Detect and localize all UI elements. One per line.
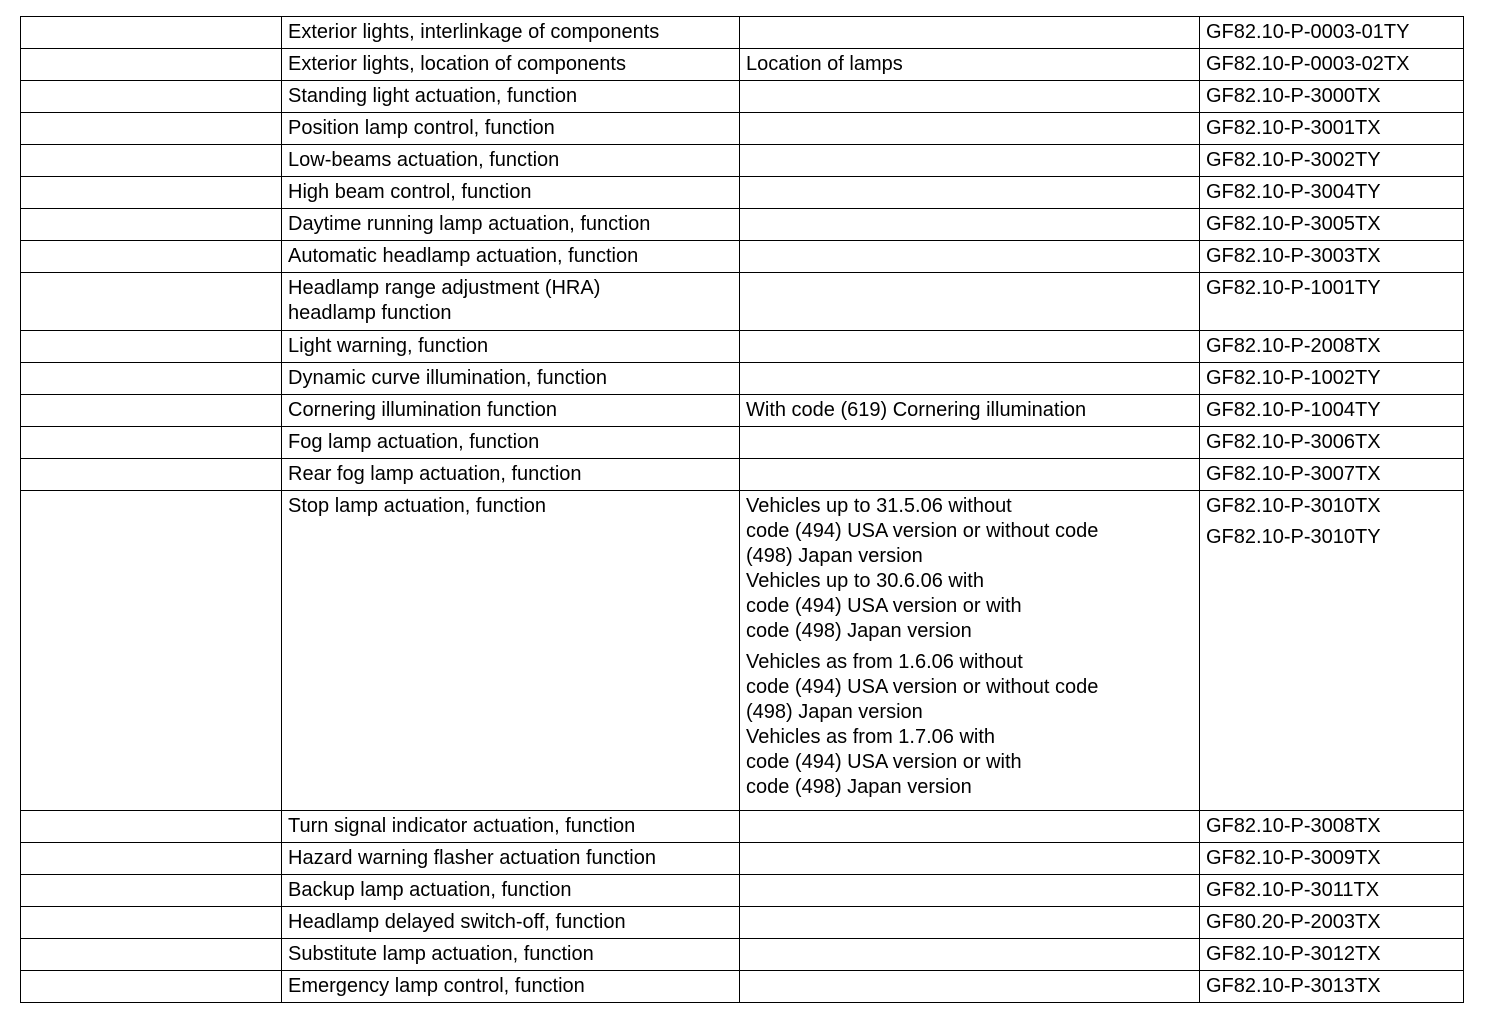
blank-cell <box>21 939 282 971</box>
condition-text: Vehicles up to 30.6.06 with <box>746 570 984 592</box>
blank-cell <box>21 331 282 363</box>
condition-text: Vehicles up to 31.5.06 without <box>746 495 1012 517</box>
condition-cell <box>740 971 1200 1003</box>
condition-cell <box>740 241 1200 273</box>
description-cell <box>282 113 740 145</box>
condition-text: code (494) USA version or without code <box>746 520 1099 542</box>
condition-cell <box>740 939 1200 971</box>
condition-text: code (494) USA version or with <box>746 595 1022 617</box>
description-cell <box>282 145 740 177</box>
blank-cell <box>21 459 282 491</box>
description-text: Rear fog lamp actuation, function <box>288 463 582 485</box>
document-number-cell <box>1200 49 1464 81</box>
description-text: Automatic headlamp actuation, function <box>288 245 639 267</box>
table-row <box>21 17 1464 49</box>
description-cell <box>282 811 740 843</box>
document-number-cell <box>1200 875 1464 907</box>
blank-cell <box>21 363 282 395</box>
document-number: GF82.10-P-3003TX <box>1206 245 1381 267</box>
document-number-cell <box>1200 939 1464 971</box>
document-number: GF82.10-P-3010TX <box>1206 495 1381 517</box>
description-cell <box>282 273 740 331</box>
description-text: Standing light actuation, function <box>288 85 578 107</box>
description-text: Cornering illumination function <box>288 399 558 421</box>
blank-cell <box>21 177 282 209</box>
blank-cell <box>21 273 282 331</box>
description-cell <box>282 907 740 939</box>
blank-cell <box>21 81 282 113</box>
condition-text: Vehicles as from 1.7.06 with <box>746 726 996 748</box>
document-number: GF82.10-P-3007TX <box>1206 463 1381 485</box>
document-number: GF82.10-P-3002TY <box>1206 149 1381 171</box>
table-row <box>21 843 1464 875</box>
condition-cell <box>740 843 1200 875</box>
description-text: Substitute lamp actuation, function <box>288 943 594 965</box>
condition-cell <box>740 907 1200 939</box>
description-cell <box>282 939 740 971</box>
condition-cell <box>740 875 1200 907</box>
description-text: Headlamp range adjustment (HRA) <box>288 277 601 299</box>
table-row <box>21 939 1464 971</box>
description-text: Headlamp delayed switch-off, function <box>288 911 626 933</box>
table-row <box>21 459 1464 491</box>
document-number-cell <box>1200 145 1464 177</box>
document-number: GF82.10-P-3013TX <box>1206 975 1381 997</box>
blank-cell <box>21 427 282 459</box>
document-number-cell <box>1200 907 1464 939</box>
description-cell <box>282 241 740 273</box>
document-number: GF82.10-P-0003-01TY <box>1206 21 1410 43</box>
blank-cell <box>21 395 282 427</box>
blank-cell <box>21 49 282 81</box>
condition-text: Vehicles as from 1.6.06 without <box>746 651 1023 673</box>
document-number-cell <box>1200 273 1464 331</box>
blank-cell <box>21 971 282 1003</box>
table-row <box>21 81 1464 113</box>
table-row <box>21 273 1464 331</box>
document-number: GF82.10-P-3011TX <box>1206 879 1380 901</box>
document-number-cell <box>1200 363 1464 395</box>
document-number: GF82.10-P-3004TY <box>1206 181 1381 203</box>
condition-cell <box>740 331 1200 363</box>
condition-cell <box>740 395 1200 427</box>
table-row <box>21 177 1464 209</box>
document-number: GF82.10-P-3008TX <box>1206 815 1381 837</box>
table-row <box>21 491 1464 811</box>
condition-cell <box>740 113 1200 145</box>
blank-cell <box>21 209 282 241</box>
document-number-cell <box>1200 427 1464 459</box>
description-text: Turn signal indicator actuation, function <box>288 815 636 837</box>
document-number-cell <box>1200 811 1464 843</box>
document-number: GF82.10-P-3010TY <box>1206 526 1381 548</box>
description-cell <box>282 363 740 395</box>
document-number: GF82.10-P-3000TX <box>1206 85 1381 107</box>
blank-cell <box>21 875 282 907</box>
document-number: GF82.10-P-3012TX <box>1206 943 1381 965</box>
table-row <box>21 907 1464 939</box>
document-number-cell <box>1200 177 1464 209</box>
table-row <box>21 49 1464 81</box>
condition-text: code (494) USA version or without code <box>746 676 1099 698</box>
document-number: GF82.10-P-2008TX <box>1206 335 1381 357</box>
document-number-cell <box>1200 113 1464 145</box>
description-cell <box>282 209 740 241</box>
blank-cell <box>21 113 282 145</box>
condition-cell <box>740 81 1200 113</box>
blank-cell <box>21 491 282 811</box>
description-cell <box>282 49 740 81</box>
document-number: GF82.10-P-1001TY <box>1206 277 1381 299</box>
description-cell <box>282 17 740 49</box>
condition-text: Location of lamps <box>746 53 903 75</box>
blank-cell <box>21 811 282 843</box>
document-table <box>20 16 1464 1003</box>
description-text: Stop lamp actuation, function <box>288 495 546 517</box>
document-number: GF82.10-P-3009TX <box>1206 847 1381 869</box>
document-number-cell <box>1200 17 1464 49</box>
description-text: Hazard warning flasher actuation function <box>288 847 656 869</box>
document-number-cell <box>1200 971 1464 1003</box>
description-cell <box>282 491 740 811</box>
description-text: Position lamp control, function <box>288 117 555 139</box>
document-number: GF82.10-P-3006TX <box>1206 431 1381 453</box>
document-number-cell <box>1200 209 1464 241</box>
description-cell <box>282 177 740 209</box>
condition-cell <box>740 811 1200 843</box>
description-cell <box>282 427 740 459</box>
description-text: Daytime running lamp actuation, function <box>288 213 651 235</box>
document-number: GF82.10-P-1002TY <box>1206 367 1381 389</box>
description-text: Exterior lights, location of components <box>288 53 626 75</box>
description-text: Fog lamp actuation, function <box>288 431 540 453</box>
condition-text: code (494) USA version or with <box>746 751 1022 773</box>
condition-cell <box>740 363 1200 395</box>
document-number-cell <box>1200 81 1464 113</box>
document-number-cell <box>1200 331 1464 363</box>
document-number: GF82.10-P-3001TX <box>1206 117 1381 139</box>
condition-text: With code (619) Cornering illumination <box>746 399 1087 421</box>
condition-cell <box>740 17 1200 49</box>
condition-cell <box>740 49 1200 81</box>
condition-cell <box>740 177 1200 209</box>
document-number-cell <box>1200 241 1464 273</box>
description-text: Light warning, function <box>288 335 489 357</box>
description-text: Dynamic curve illumination, function <box>288 367 608 389</box>
condition-text: code (498) Japan version <box>746 776 972 798</box>
condition-cell <box>740 459 1200 491</box>
document-number-cell <box>1200 459 1464 491</box>
description-cell <box>282 843 740 875</box>
condition-cell <box>740 273 1200 331</box>
description-text: Backup lamp actuation, function <box>288 879 572 901</box>
table-row <box>21 145 1464 177</box>
blank-cell <box>21 17 282 49</box>
document-number-cell <box>1200 491 1464 811</box>
description-text: headlamp function <box>288 302 452 324</box>
blank-cell <box>21 843 282 875</box>
description-cell <box>282 395 740 427</box>
description-text: Emergency lamp control, function <box>288 975 585 997</box>
table-row <box>21 209 1464 241</box>
description-cell <box>282 875 740 907</box>
description-text: Exterior lights, interlinkage of components <box>288 21 660 43</box>
condition-text: code (498) Japan version <box>746 620 972 642</box>
condition-cell <box>740 491 1200 811</box>
condition-cell <box>740 145 1200 177</box>
description-cell <box>282 81 740 113</box>
blank-cell <box>21 145 282 177</box>
description-text: High beam control, function <box>288 181 532 203</box>
table-row <box>21 363 1464 395</box>
description-cell <box>282 971 740 1003</box>
table-row <box>21 395 1464 427</box>
document-number: GF82.10-P-1004TY <box>1206 399 1381 421</box>
condition-text: (498) Japan version <box>746 701 923 723</box>
table-row <box>21 427 1464 459</box>
blank-cell <box>21 907 282 939</box>
description-cell <box>282 459 740 491</box>
table-row <box>21 331 1464 363</box>
table-row <box>21 811 1464 843</box>
condition-cell <box>740 209 1200 241</box>
document-number: GF80.20-P-2003TX <box>1206 911 1381 933</box>
table-row <box>21 875 1464 907</box>
document-number: GF82.10-P-0003-02TX <box>1206 53 1410 75</box>
document-number-cell <box>1200 395 1464 427</box>
condition-text: (498) Japan version <box>746 545 923 567</box>
blank-cell <box>21 241 282 273</box>
condition-cell <box>740 427 1200 459</box>
document-number: GF82.10-P-3005TX <box>1206 213 1381 235</box>
table-row <box>21 241 1464 273</box>
table-row <box>21 113 1464 145</box>
description-cell <box>282 331 740 363</box>
document-number-cell <box>1200 843 1464 875</box>
table-row <box>21 971 1464 1003</box>
description-text: Low-beams actuation, function <box>288 149 560 171</box>
